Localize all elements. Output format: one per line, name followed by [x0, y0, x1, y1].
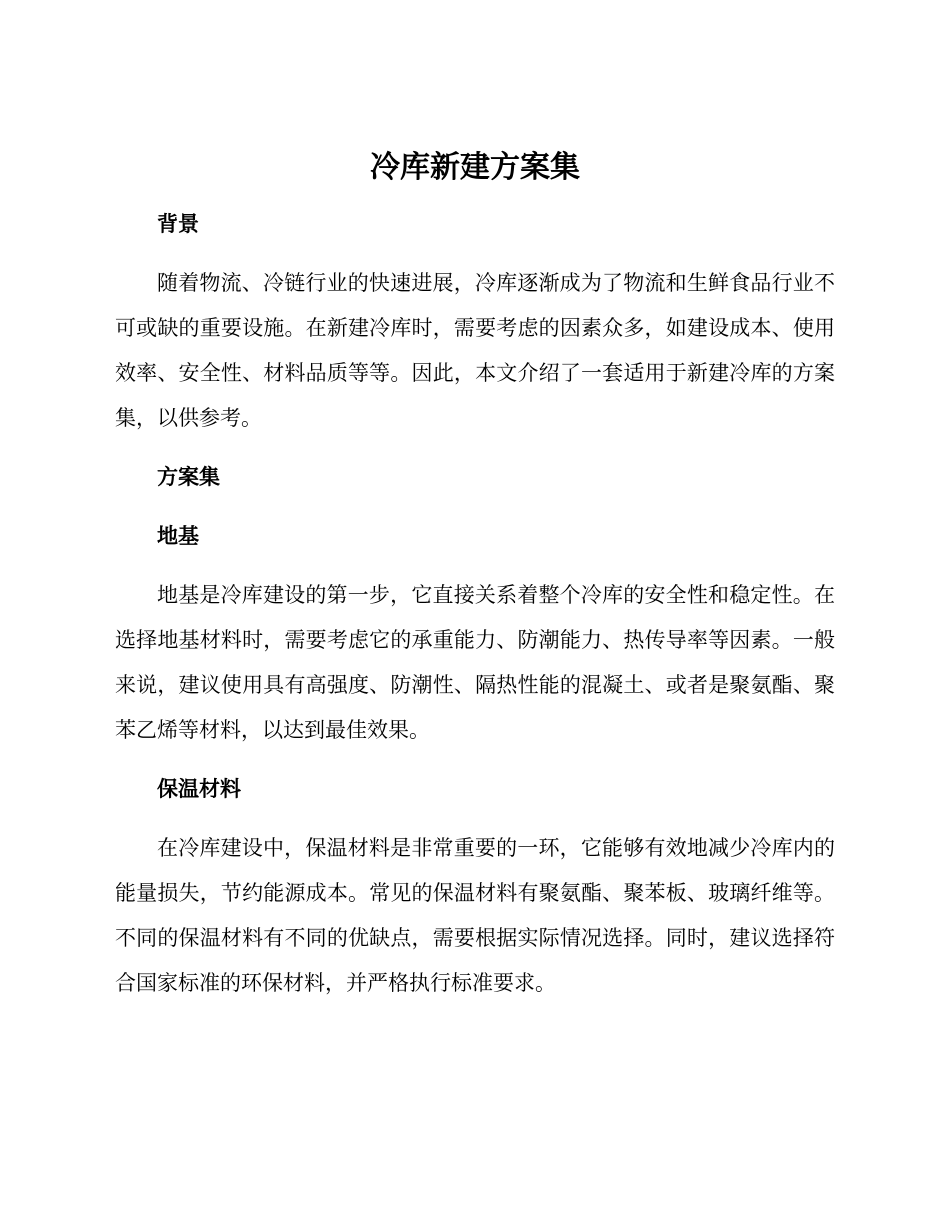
section-heading-foundation: 地基: [157, 525, 199, 548]
paragraph-insulation: 在冷库建设中，保温材料是非常重要的一环，它能够有效地减少冷库内的能量损失，节约能源成本。常见的保温材料有聚氨酯、聚苯板、玻璃纤维等。不同的保温材料有不同的优缺点，需要根据实际情况选择。同时，建议选择符合国家标准的环保材料，并严格执行标准要求。: [115, 837, 835, 995]
document-title: 冷库新建方案集: [370, 151, 580, 184]
section-heading-insulation: 保温材料: [157, 778, 241, 801]
section-heading-background: 背景: [157, 213, 199, 236]
paragraph-background: 随着物流、冷链行业的快速进展，冷库逐渐成为了物流和生鲜食品行业不可或缺的重要设施。在新建冷库时，需要考虑的因素众多，如建设成本、使用效率、安全性、材料品质等等。因此，本文介绍了一套适用于新建冷库的方案集，以供参考。: [115, 272, 835, 430]
paragraph-foundation: 地基是冷库建设的第一步，它直接关系着整个冷库的安全性和稳定性。在选择地基材料时，需要考虑它的承重能力、防潮能力、热传导率等因素。一般来说，建议使用具有高强度、防潮性、隔热性能的混凝土、或者是聚氨酯、聚苯乙烯等材料，以达到最佳效果。: [115, 584, 835, 742]
section-heading-plan-collection: 方案集: [157, 466, 220, 489]
